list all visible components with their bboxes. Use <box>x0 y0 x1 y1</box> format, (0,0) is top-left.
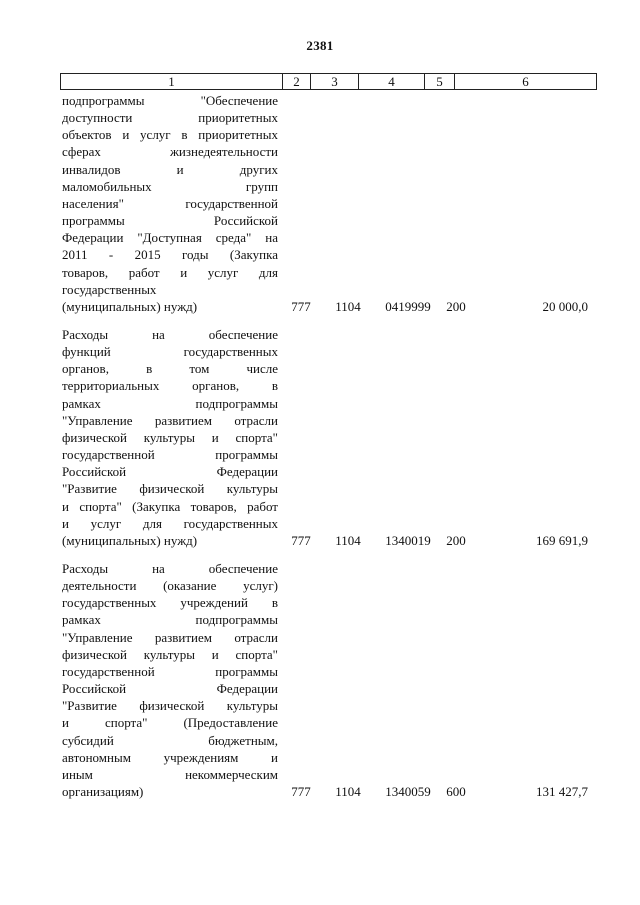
description-line: "Управление развитием отрасли <box>62 412 278 428</box>
description-line: сферах жизнедеятельности <box>62 144 278 160</box>
row-values <box>62 532 596 549</box>
expense-type-code: 200 <box>446 533 466 549</box>
target-article-code: 1340059 <box>385 784 431 800</box>
description-line: рамках подпрограммы <box>62 395 278 411</box>
description-line: иным некоммерческим <box>62 766 278 782</box>
row-description <box>62 326 278 549</box>
column-header-2: 2 <box>283 74 311 90</box>
row-values <box>62 298 596 315</box>
description-line: Расходы на обеспечение <box>62 327 278 342</box>
description-line: рамках подпрограммы <box>62 612 278 628</box>
description-line: товаров, работ и услуг для <box>62 264 278 280</box>
ministry-code: 777 <box>291 533 311 549</box>
description-line: и спорта" (Предоставление <box>62 715 278 731</box>
ministry-code: 777 <box>291 784 311 800</box>
description-line: Федерации "Доступная среда" на <box>62 230 278 246</box>
page-number: 2381 <box>306 38 334 53</box>
description-line: автономным учреждениям и <box>62 749 278 765</box>
description-line: органов, в том числе <box>62 361 278 377</box>
target-article-code: 0419999 <box>385 299 431 315</box>
description-line: "Развитие физической культуры <box>62 481 278 497</box>
description-line: программы Российской <box>62 213 278 229</box>
target-article-code: 1340019 <box>385 533 431 549</box>
description-line: объектов и услуг в приоритетных <box>62 127 278 143</box>
ministry-code: 777 <box>291 299 311 315</box>
column-header-3: 3 <box>311 74 359 90</box>
column-header-table <box>60 73 597 90</box>
description-line: инвалидов и других <box>62 161 278 177</box>
description-line: организациям) <box>62 784 144 800</box>
row-values <box>62 783 596 800</box>
description-line: деятельности (оказание услуг) <box>62 578 278 594</box>
amount: 131 427,7 <box>536 784 588 800</box>
expense-type-code: 600 <box>446 784 466 800</box>
description-line: функций государственных <box>62 344 278 360</box>
amount: 20 000,0 <box>542 299 588 315</box>
expense-type-code: 200 <box>446 299 466 315</box>
description-line: государственной программы <box>62 447 278 463</box>
description-line: физической культуры и спорта" <box>62 429 278 445</box>
description-line: территориальных органов, в <box>62 378 278 394</box>
description-line: государственных <box>62 281 157 297</box>
description-line: государственной программы <box>62 663 278 679</box>
description-line: "Развитие физической культуры <box>62 698 278 714</box>
description-line: физической культуры и спорта" <box>62 646 278 662</box>
column-header-5: 5 <box>425 74 455 90</box>
section-code: 1104 <box>335 299 361 315</box>
amount: 169 691,9 <box>536 533 588 549</box>
column-header-4: 4 <box>359 74 425 90</box>
description-line: доступности приоритетных <box>62 110 278 126</box>
description-line: Российской Федерации <box>62 681 278 697</box>
description-line: маломобильных групп <box>62 178 278 194</box>
column-header-6: 6 <box>455 74 597 90</box>
description-line: субсидий бюджетным, <box>62 732 278 748</box>
description-line: и спорта" (Закупка товаров, работ <box>62 498 278 514</box>
section-code: 1104 <box>335 533 361 549</box>
description-line: 2011 - 2015 годы (Закупка <box>62 247 278 263</box>
description-line: "Управление развитием отрасли <box>62 629 278 645</box>
table-row <box>62 560 596 800</box>
description-line: подпрограммы "Обеспечение <box>62 93 278 108</box>
row-description <box>62 92 278 315</box>
column-header-row <box>61 74 597 90</box>
column-header-1: 1 <box>61 74 283 90</box>
description-line: государственных учреждений в <box>62 595 278 611</box>
description-line: (муниципальных) нужд) <box>62 298 198 314</box>
description-line: Российской Федерации <box>62 464 278 480</box>
description-line: (муниципальных) нужд) <box>62 532 198 548</box>
row-description <box>62 560 278 800</box>
table-row <box>62 92 596 315</box>
section-code: 1104 <box>335 784 361 800</box>
table-row <box>62 326 596 549</box>
description-line: Расходы на обеспечение <box>62 561 278 576</box>
description-line: населения" государственной <box>62 195 278 211</box>
description-line: и услуг для государственных <box>62 515 278 531</box>
